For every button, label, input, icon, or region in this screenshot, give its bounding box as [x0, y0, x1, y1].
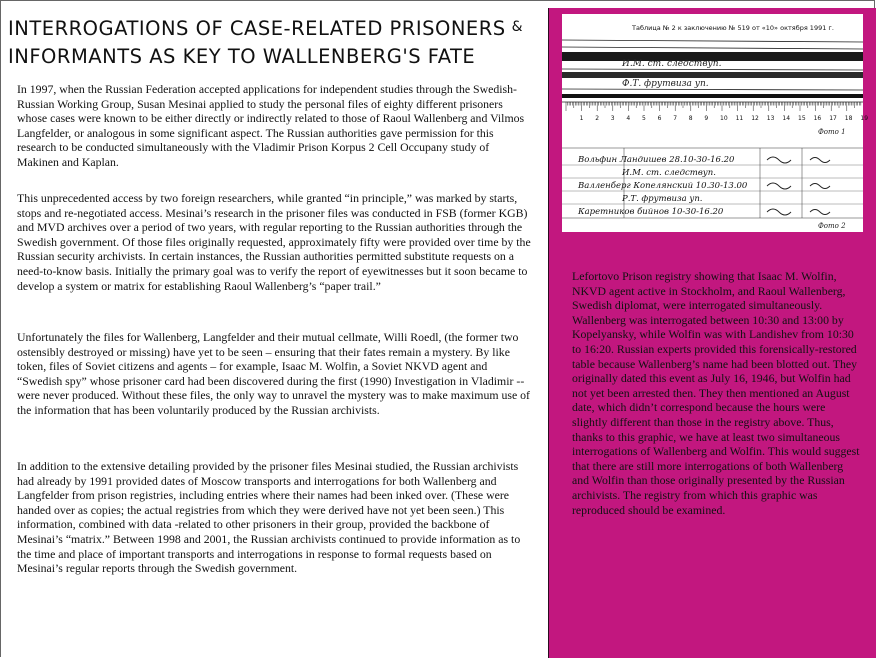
photo-row-5: Каретников бийнов 10-30-16.20 [578, 207, 724, 217]
ruler-label: 8 [688, 115, 693, 122]
title-line-1: INTERROGATIONS OF CASE-RELATED PRISONERS [8, 17, 506, 40]
sidebar-panel [548, 8, 876, 658]
photo-caption: Lefortovo Prison registry showing that Isaac M. Wolfin, NKVD agent active in Stockholm, and Raoul Wallenberg, Swedish diplomat, were interrogated simultaneously. Wallenberg was interrogated between 10:30 and 13:00 by Kopelyansky, while Wolfin was with Landishev from 10:30 to 16:20. Russian experts provided this forensically-restored table because Wallenberg’s name had been blotted out. They originally dated this event as July 16, 1946, but Wolfin had not yet been arrested then. They then mentioned an August date, which didn’t correspond because the hours were slightly different than those in the registry above. Thus, thanks to this graphic, we have at least two simultaneous interrogations of Wallenberg and Wolfin. This would suggest that there are still more interrogations of both Wallenberg and Wolfin than those originally presented by the Russian archivists. The registry from which this graphic was reproduced should be examined. [572, 269, 860, 517]
registry-photo [562, 14, 869, 232]
photo-line-2: Ф.Т. фрутвиза уп. [622, 79, 709, 89]
photo-row-1: Вольфин Ландишев 28.10-30-16.20 [578, 155, 735, 165]
paragraph-3: Unfortunately the files for Wallenberg, Langfelder and their mutual cellmate, Willi Roedl, (the former two ostensibly destroyed or missing) have yet to be seen – ensuring that their fates remain a mystery. By like token, files of Soviet citizens and agents – for example, Isaac M. Wolfin, a Soviet NKVD agent and “Swedish spy” whose prisoner card had been discovered during the first (1990) Investigation in Vladimir --were never produced. Without these files, the only way to unravel the mystery was to make maximum use of the information that has been voluntarily produced by the Russian archivists. [17, 330, 530, 417]
ruler-label: 11 [735, 115, 744, 122]
ruler-label: 6 [657, 115, 662, 122]
photo-row-2: И.М. ст. следствуп. [622, 168, 716, 178]
ruler-label: 15 [798, 115, 806, 122]
ruler-label: 14 [782, 115, 791, 122]
page-title [8, 16, 528, 70]
photo-label-foto-2: Фото 2 [818, 222, 846, 230]
title-line-2: INFORMANTS AS KEY TO WALLENBERG'S FATE [8, 45, 476, 68]
paragraph-4: In addition to the extensive detailing provided by the prisoner files Mesinai studied, the Russian archivists had already by 1991 provided dates of Moscow transports and interrogations for both Wallenberg and Langfelder from prison registries, including entries where their names had been inked over. (These were handed over as copies; the actual registries from which they were derived have not yet been seen.) This information, combined with data -related to other prisoners in their group, provided the backbone of Mesinai’s “matrix.” Between 1998 and 2001, the Russian archivists continued to provide information as to the time and place of important transports and interrogations in response to formal requests based on Mesinai’s regular reports through the Swedish government. [17, 459, 521, 576]
ruler-label: 1 [579, 115, 584, 122]
ruler-label: 4 [626, 115, 631, 122]
ruler-label: 16 [813, 115, 822, 122]
paragraph-2: This unprecedented access by two foreign researchers, while granted “in principle,” was marked by starts, stops and re-negotiated access. Mesinai’s research in the prisoner files was conducted in FSB (former KGB) and MVD archives over a period of two years, with regular reporting to the Russian authorities through the Swedish government. Of those files originally requested, approximately fifty were provided over time by the Russian security archivists. In certain instances, the Russian authorities permitted substitute requests on a need-to-know basis. Initially the primary goal was to verify the report of eyewitnesses but it soon became to develop a system or matrix for establishing Raoul Wallenberg’s “paper trail.” [17, 191, 531, 293]
ruler-label: 7 [673, 115, 678, 122]
ruler-label: 2 [595, 115, 600, 122]
ruler-label: 19 [860, 115, 869, 122]
ruler-label: 3 [610, 115, 615, 122]
ruler-label: 17 [829, 115, 837, 122]
ruler-label: 5 [642, 115, 646, 122]
photo-row-3: Валленберг Копелянский 10.30-13.00 [578, 181, 748, 191]
photo-header-text: Таблица № 2 к заключению № 519 от «10» октября 1991 г. [632, 24, 834, 32]
ruler-label: 9 [704, 115, 709, 122]
ruler-label: 18 [844, 115, 853, 122]
ruler-label: 13 [766, 115, 775, 122]
photo-line-1: И.М. ст. следствуп. [622, 59, 722, 69]
title-ampersand: & [511, 19, 524, 35]
paragraph-1: In 1997, when the Russian Federation accepted applications for independent studies through the Swedish-Russian Working Group, Susan Mesinai applied to study the personal files of eighty different prisoners whose cases were known to be either directly or indirectly related to those of Raoul Wallenberg and Vilmos Langfelder, or analogous in some significant aspect. The Russian authorities gave permission for this research to be conducted simultaneously with the Vladimir Prison Korpus 2 Cell Occupany study of Makinen and Kaplan. [17, 82, 525, 169]
photo-row-4: Р.Т. фрутвиза уп. [622, 194, 703, 204]
ruler-label: 12 [751, 115, 759, 122]
photo-label-foto-1: Фото 1 [818, 128, 846, 136]
ruler-label: 10 [720, 115, 728, 122]
registry-photo-graphic [562, 14, 869, 232]
